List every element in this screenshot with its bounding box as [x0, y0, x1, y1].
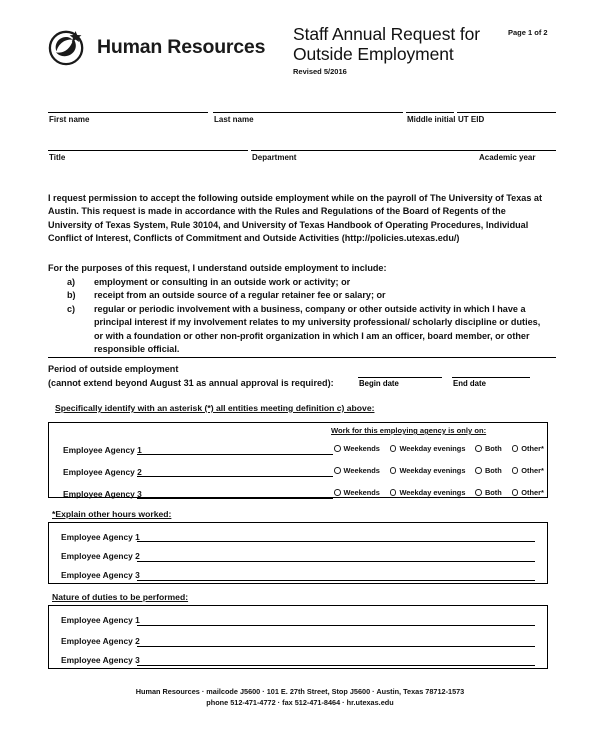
radio-weekends-3-label: Weekends [343, 488, 380, 497]
document-title-line-1: Staff Annual Request for [293, 24, 480, 44]
begin-date-label: Begin date [359, 379, 399, 388]
explain-agency-1-input[interactable] [137, 541, 535, 542]
radio-other-3[interactable] [512, 489, 519, 496]
agency-1-schedule-options [334, 444, 554, 453]
end-date-label: End date [453, 379, 486, 388]
first-name-label: First name [49, 115, 90, 124]
explain-agency-3-input[interactable] [137, 580, 535, 581]
title-label: Title [49, 153, 66, 162]
duties-agency-2-input[interactable] [137, 646, 535, 647]
list-marker: a) [67, 277, 76, 287]
list-item [48, 303, 548, 357]
explain-agency-1-label: Employee Agency 1 [61, 532, 140, 542]
radio-weekday-evenings-3[interactable] [390, 489, 397, 496]
middle-initial-label: Middle initial [407, 115, 456, 124]
period-line-1: Period of outside employment [48, 364, 179, 374]
agency-2-label: Employee Agency 2 [63, 467, 142, 477]
title-field[interactable] [48, 150, 248, 167]
footer-contact: phone 512-471-4772 · fax 512-471-8464 · hr.utexas.edu [206, 698, 394, 707]
radio-both-1-label: Both [484, 444, 502, 453]
agency-1-label: Employee Agency 1 [63, 445, 142, 455]
list-item [48, 289, 548, 302]
definition-list [48, 276, 548, 356]
organization-logo [48, 28, 265, 66]
ut-eid-field[interactable] [457, 112, 556, 129]
agency-3-schedule-options [334, 488, 554, 497]
page-header [48, 24, 556, 86]
radio-other-3-label: Other* [521, 488, 544, 497]
agency-1-input[interactable] [137, 454, 333, 455]
radio-weekday-evenings-1-label: Weekday evenings [399, 444, 466, 453]
lead-paragraph: I request permission to accept the following outside employment while on the payroll of The University of Texas at Austin. This request is made in accordance with the Rules and Regulations of the Board of Regents of the University of Texas System, Rule 30104, and University of Texas Handbook of Operating Procedures, Individual Conflict of Interest, Conflicts of Commitment and Outside Activities (http://policies.utexas.edu/) [48, 193, 543, 244]
list-item-text: regular or periodic involvement with a business, company or other outside activity in which I have a principal interest if my involvement relates to my university professional/ scholarly discipline or duties, or with a foundation or other non-profit organization in which I am an officer, board member, or other responsible official. [94, 303, 541, 355]
radio-both-3-label: Both [484, 488, 502, 497]
explain-agency-3-label: Employee Agency 3 [61, 570, 140, 580]
radio-other-1[interactable] [512, 445, 519, 452]
purposes-intro: For the purposes of this request, I understand outside employment to include: [48, 263, 387, 273]
duties-agency-2-label: Employee Agency 2 [61, 636, 140, 646]
radio-both-1[interactable] [475, 445, 482, 452]
radio-weekday-evenings-3-label: Weekday evenings [399, 488, 466, 497]
section-divider [48, 357, 556, 358]
radio-weekday-evenings-1[interactable] [390, 445, 397, 452]
duties-agency-3-label: Employee Agency 3 [61, 655, 140, 665]
list-marker: b) [67, 290, 76, 301]
last-name-label: Last name [214, 115, 254, 124]
period-of-employment [48, 363, 358, 390]
page-footer [0, 686, 600, 708]
radio-weekends-2[interactable] [334, 467, 341, 474]
radio-weekends-1[interactable] [334, 445, 341, 452]
department-label: Department [252, 153, 297, 162]
employing-agency-box [48, 422, 548, 498]
list-item-text: employment or consulting in an outside work or activity; or [94, 277, 351, 287]
revision-date: Revised 5/2016 [293, 67, 347, 76]
duties-agency-1-input[interactable] [137, 625, 535, 626]
radio-other-1-label: Other* [521, 444, 544, 453]
list-item [48, 276, 548, 289]
radio-other-2-label: Other* [521, 466, 544, 475]
duties-agency-3-input[interactable] [137, 665, 535, 666]
end-date-field[interactable] [452, 377, 530, 392]
explain-section-heading: *Explain other hours worked: [52, 509, 172, 519]
list-item-text: receipt from an outside source of a regular retainer fee or salary; or [94, 290, 386, 301]
begin-date-field[interactable] [358, 377, 442, 392]
first-name-field[interactable] [48, 112, 208, 129]
radio-other-2[interactable] [512, 467, 519, 474]
radio-weekday-evenings-2-label: Weekday evenings [399, 466, 466, 475]
radio-weekends-2-label: Weekends [343, 466, 380, 475]
academic-year-label: Academic year [479, 153, 536, 162]
list-marker: c) [67, 303, 76, 314]
explain-agency-2-label: Employee Agency 2 [61, 551, 140, 561]
agency-3-input[interactable] [137, 498, 333, 499]
radio-weekends-3[interactable] [334, 489, 341, 496]
academic-year-field[interactable] [478, 150, 556, 167]
document-title-line-2: Outside Employment [293, 44, 454, 64]
radio-both-2-label: Both [484, 466, 502, 475]
radio-weekday-evenings-2[interactable] [390, 467, 397, 474]
radio-group-heading: Work for this employing agency is only on: [331, 426, 487, 435]
last-name-field[interactable] [213, 112, 403, 129]
duties-agency-1-label: Employee Agency 1 [61, 615, 140, 625]
explain-agency-2-input[interactable] [137, 561, 535, 562]
radio-both-2[interactable] [475, 467, 482, 474]
agency-2-schedule-options [334, 466, 554, 475]
organization-name: Human Resources [97, 35, 266, 58]
asterisk-section-heading: Specifically identify with an asterisk (*) all entities meeting definition c) above: [55, 403, 375, 413]
period-line-2: (cannot extend beyond August 31 as annual approval is required): [48, 377, 334, 388]
radio-weekends-1-label: Weekends [343, 444, 380, 453]
duties-section-heading: Nature of duties to be performed: [52, 592, 189, 602]
middle-initial-field[interactable] [406, 112, 454, 129]
radio-both-3[interactable] [475, 489, 482, 496]
nature-of-duties-box [48, 605, 548, 669]
ut-human-resources-star-logo-icon [48, 28, 86, 66]
page-number: Page 1 of 2 [508, 28, 548, 37]
agency-2-input[interactable] [137, 476, 333, 477]
ut-eid-label: UT EID [458, 115, 485, 124]
footer-address: Human Resources · mailcode J5600 · 101 E. 27th Street, Stop J5600 · Austin, Texas 78712-1573 [135, 687, 465, 696]
explain-hours-box [48, 522, 548, 584]
agency-3-label: Employee Agency 3 [63, 489, 142, 499]
